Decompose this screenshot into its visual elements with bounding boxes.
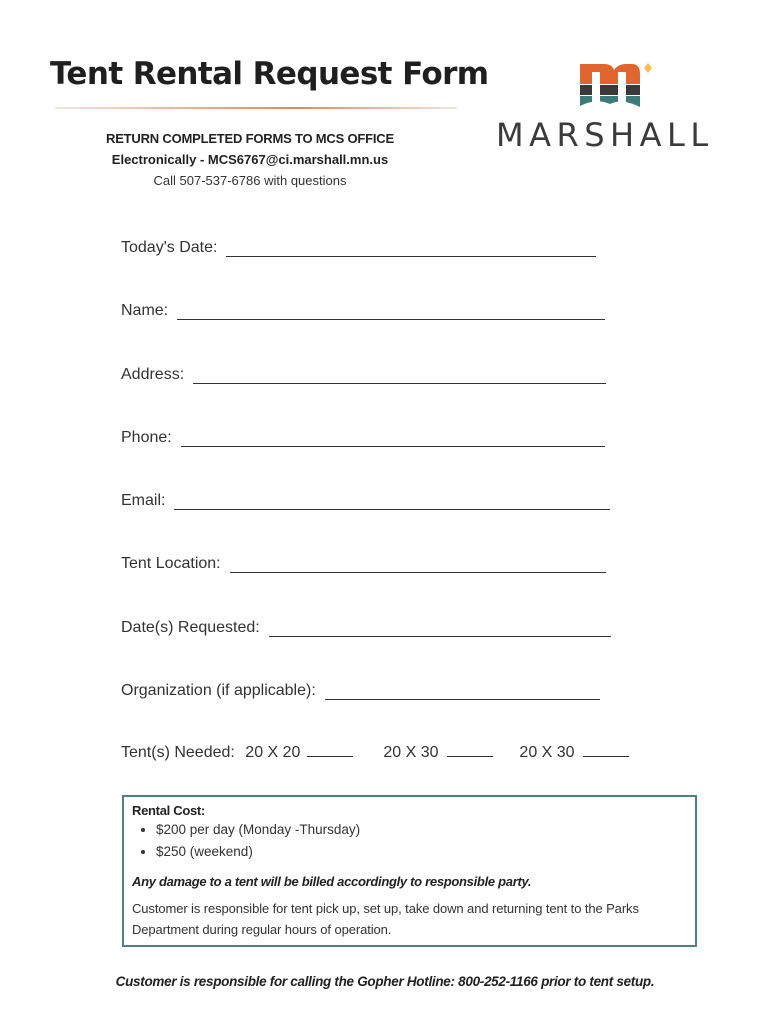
responsibility-note: Customer is responsible for tent pick up, set up, take down and returning tent to the Parks Department during regular hours of operation. (132, 901, 639, 937)
form-title: Tent Rental Request Form (50, 56, 489, 92)
todays-date-field (121, 238, 596, 257)
tent-location-label: Tent Location: (121, 555, 221, 572)
tent-location-field (121, 554, 606, 573)
phone-label: Phone: (121, 429, 172, 446)
logo-wordmark: MARSHALL (496, 116, 714, 154)
rental-cost-item: • $200 per day (Monday -Thursday) (156, 819, 687, 841)
rental-cost-list (132, 819, 687, 863)
rental-cost-box (122, 795, 697, 947)
damage-note: Any damage to a tent will be billed accordingly to responsible party. (132, 874, 532, 889)
tent-20x30-b-qty-input[interactable] (583, 740, 629, 757)
tent-20x30-a-qty-input[interactable] (447, 740, 493, 757)
tents-needed-label: Tent(s) Needed: (121, 744, 235, 761)
rental-cost-heading: Rental Cost: (132, 803, 205, 818)
address-label: Address: (121, 366, 185, 383)
email-field (121, 491, 610, 510)
phone-input[interactable] (181, 428, 605, 447)
return-line: RETURN COMPLETED FORMS TO MCS OFFICE (106, 131, 394, 146)
return-instructions (60, 128, 440, 192)
organization-field (121, 681, 600, 700)
organization-input[interactable] (325, 681, 600, 700)
name-field (121, 301, 605, 320)
email-label: Email: (121, 492, 166, 509)
dates-requested-field (121, 618, 611, 637)
gopher-hotline-note: Customer is responsible for calling the Gopher Hotline: 800-252-1166 prior to tent setup. (115, 974, 655, 989)
todays-date-label: Today's Date: (121, 239, 218, 256)
rental-cost-item: • $250 (weekend) (156, 841, 687, 863)
tent-location-input[interactable] (230, 554, 606, 573)
tent-option-20x20: 20 X 20 (245, 744, 301, 761)
name-label: Name: (121, 302, 169, 319)
tent-option-20x30-b: 20 X 30 (519, 744, 575, 761)
phone-line: Call 507-537-6786 with questions (153, 173, 347, 188)
organization-label: Organization (if applicable): (121, 682, 316, 699)
dates-requested-label: Date(s) Requested: (121, 619, 260, 636)
email-input[interactable] (174, 491, 610, 510)
tents-needed-row (121, 740, 629, 762)
tent-20x20-qty-input[interactable] (307, 740, 353, 757)
tent-option-20x30-a: 20 X 30 (383, 744, 439, 761)
todays-date-input[interactable] (226, 238, 596, 257)
address-input[interactable] (193, 365, 606, 384)
title-underline (55, 107, 457, 109)
name-input[interactable] (177, 301, 605, 320)
email-line: Electronically - MCS6767@ci.marshall.mn.us (111, 152, 389, 167)
phone-field (121, 428, 605, 447)
dates-requested-input[interactable] (269, 618, 611, 637)
address-field (121, 365, 606, 384)
